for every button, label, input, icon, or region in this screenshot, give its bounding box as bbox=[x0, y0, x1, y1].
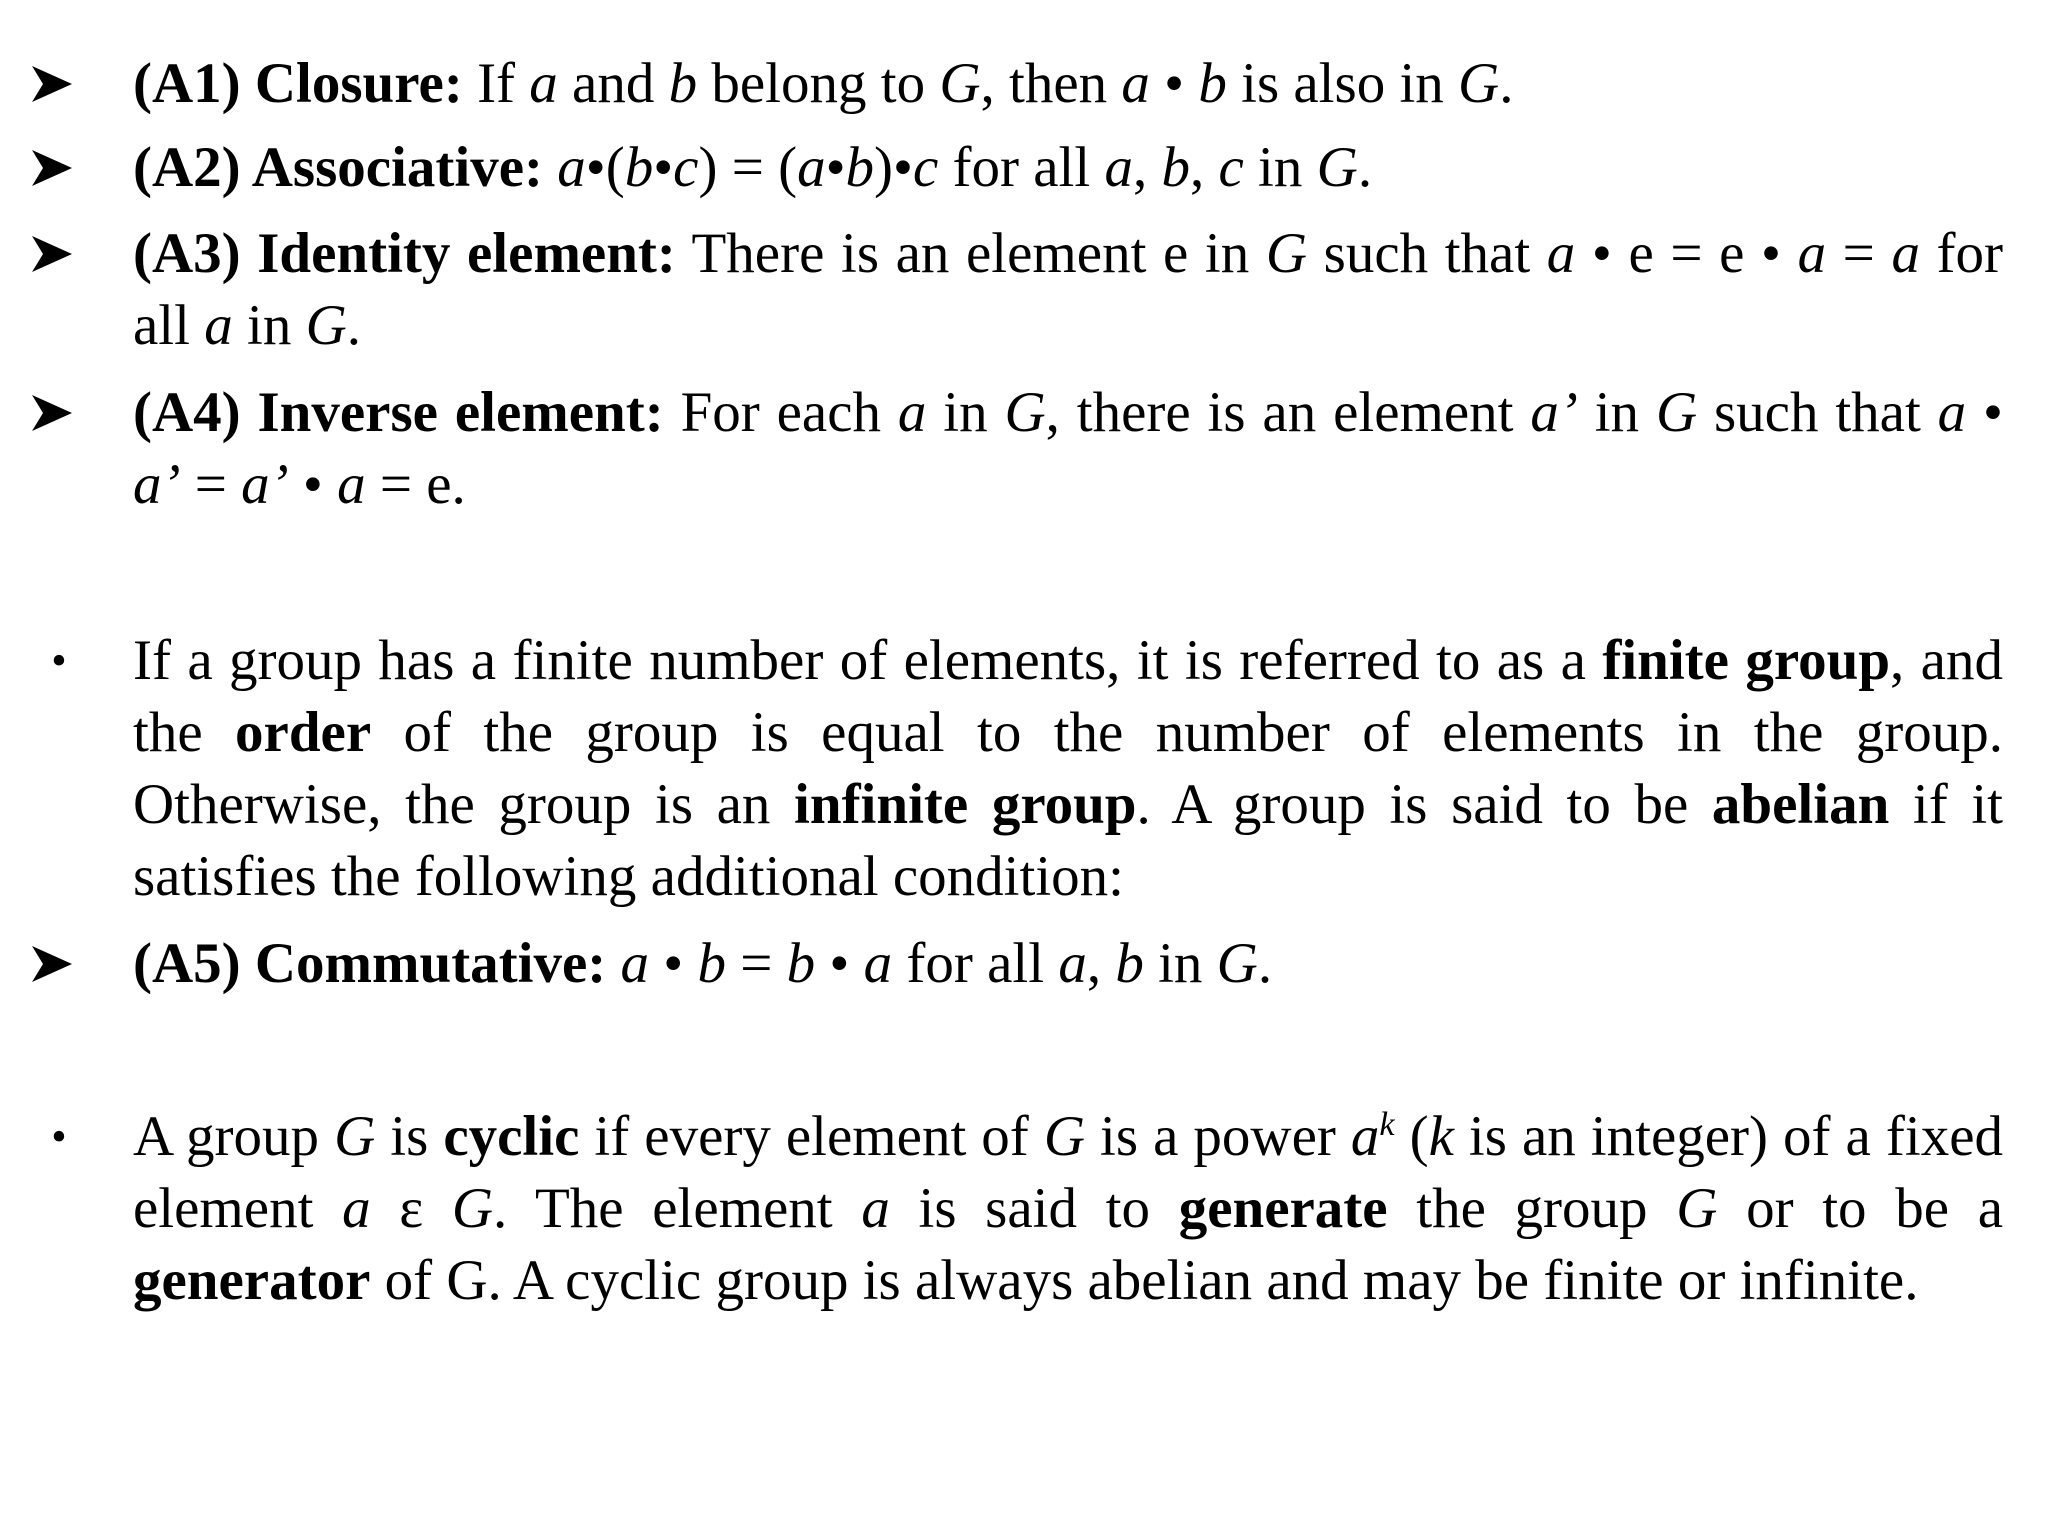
text-run: . bbox=[1257, 932, 1273, 995]
axiom-label: (A1) Closure: bbox=[133, 52, 463, 115]
text-run: There is an element e in bbox=[675, 222, 1266, 285]
text-run: If bbox=[462, 52, 530, 115]
math-symbol: a bbox=[1058, 932, 1087, 995]
math-symbol: G bbox=[1043, 1105, 1085, 1168]
text-run: , there is an element bbox=[1045, 381, 1531, 444]
text-run: •( bbox=[585, 136, 625, 199]
math-symbol: G bbox=[1655, 381, 1698, 444]
math-symbol: b bbox=[624, 136, 654, 199]
text-run: = e. bbox=[365, 453, 466, 516]
math-symbol: a bbox=[863, 932, 893, 995]
arrow-bullet-icon bbox=[29, 218, 109, 290]
superscript: k bbox=[1379, 1106, 1395, 1143]
axiom-text bbox=[606, 932, 1272, 995]
text-run: . bbox=[1357, 136, 1373, 199]
text-run: = bbox=[180, 453, 242, 516]
text-run: such that bbox=[1697, 381, 1938, 444]
math-symbol: a’ bbox=[241, 453, 289, 516]
math-symbol: a bbox=[342, 1177, 371, 1240]
text-run: for all bbox=[938, 136, 1105, 199]
text-run: for all bbox=[133, 222, 2004, 357]
text-run bbox=[543, 136, 557, 199]
math-symbol: a bbox=[861, 1177, 890, 1240]
math-symbol: a bbox=[620, 932, 650, 995]
text-run: )• bbox=[874, 136, 913, 199]
text-run: and bbox=[557, 52, 669, 115]
math-symbol: G bbox=[1004, 381, 1046, 444]
text-run: , bbox=[1132, 136, 1162, 199]
math-symbol: a bbox=[1350, 1105, 1380, 1168]
math-symbol: a bbox=[557, 136, 586, 199]
finite-group-paragraph bbox=[51, 625, 2004, 913]
text-run: . bbox=[1499, 52, 1514, 115]
arrow-bullet-icon bbox=[29, 377, 109, 449]
math-symbol: c bbox=[1218, 136, 1244, 199]
axiom-label: (A2) Associative: bbox=[133, 136, 543, 199]
text-run: such that bbox=[1307, 222, 1547, 285]
math-symbol: G bbox=[334, 1105, 376, 1168]
axiom-text bbox=[543, 136, 1372, 199]
bold-term: generate bbox=[1178, 1177, 1388, 1240]
text-run: if it satisfies the following additional condition: bbox=[133, 773, 2004, 908]
paragraph-text bbox=[133, 1105, 2003, 1312]
cyclic-group-paragraph bbox=[51, 1101, 2004, 1317]
text-run: of the group is equal to the number of elements in the group. Otherwise, the group is an bbox=[133, 701, 2004, 836]
text-run: is said to bbox=[889, 1177, 1179, 1240]
text-run: . The element bbox=[493, 1177, 862, 1240]
text-run: . bbox=[346, 294, 361, 357]
bullet-dot-icon: • bbox=[51, 636, 67, 685]
text-run: for all bbox=[892, 932, 1059, 995]
text-run: the group bbox=[1387, 1177, 1677, 1240]
text-run: in bbox=[926, 381, 1005, 444]
text-run: A group bbox=[133, 1105, 335, 1168]
math-symbol: a bbox=[1797, 222, 1827, 285]
axiom-a4 bbox=[133, 377, 2003, 521]
math-symbol: c bbox=[673, 136, 699, 199]
text-run: = bbox=[726, 932, 787, 995]
axiom-a1 bbox=[133, 48, 2003, 120]
text-run: in bbox=[1577, 381, 1656, 444]
math-symbol: a bbox=[1937, 381, 1967, 444]
arrow-bullet-icon bbox=[29, 132, 109, 204]
text-run: belong to bbox=[697, 52, 940, 115]
math-symbol: G bbox=[1676, 1177, 1718, 1240]
axiom-label: (A4) Inverse element: bbox=[133, 381, 664, 444]
axiom-label: (A5) Commutative: bbox=[133, 932, 607, 995]
text-run: ε bbox=[370, 1177, 452, 1240]
math-symbol: a bbox=[1121, 52, 1150, 115]
text-run: , bbox=[1189, 136, 1219, 199]
math-symbol: G bbox=[1458, 52, 1500, 115]
text-run: • bbox=[653, 136, 674, 199]
text-run bbox=[606, 932, 620, 995]
math-symbol: b bbox=[697, 932, 727, 995]
paragraph-text bbox=[133, 629, 2003, 908]
math-symbol: c bbox=[912, 136, 939, 199]
arrow-bullet-icon bbox=[29, 928, 109, 1000]
text-run: • bbox=[288, 453, 338, 516]
text-run: . A group is said to be bbox=[1136, 773, 1712, 836]
arrow-bullet-icon bbox=[29, 48, 109, 120]
text-run: in bbox=[232, 294, 306, 357]
math-symbol: a bbox=[1546, 222, 1576, 285]
math-symbol: a bbox=[529, 52, 558, 115]
axiom-a2 bbox=[133, 132, 2003, 204]
math-symbol: b bbox=[1115, 932, 1144, 995]
math-symbol: b bbox=[786, 932, 816, 995]
text-run: or to be a bbox=[1717, 1177, 2003, 1240]
math-symbol: a’ bbox=[133, 453, 181, 516]
math-symbol: G bbox=[1216, 932, 1258, 995]
text-run: , then bbox=[980, 52, 1122, 115]
math-symbol: G bbox=[939, 52, 981, 115]
text-run: ) = ( bbox=[698, 136, 798, 199]
text-run: = bbox=[1826, 222, 1892, 285]
math-symbol: a’ bbox=[1530, 381, 1578, 444]
text-run: of G. A cyclic group is always abelian and may be finite or infinite. bbox=[370, 1249, 1919, 1312]
text-run: • bbox=[815, 932, 864, 995]
text-run: is bbox=[375, 1105, 444, 1168]
text-run: ( bbox=[1394, 1105, 1429, 1168]
math-symbol: b bbox=[845, 136, 875, 199]
axiom-a5 bbox=[133, 928, 2003, 1000]
bold-term: generator bbox=[133, 1249, 371, 1312]
text-run: is also in bbox=[1226, 52, 1459, 115]
math-symbol: b bbox=[1161, 136, 1190, 199]
text-run: • bbox=[1966, 381, 2003, 444]
math-symbol: a bbox=[897, 381, 927, 444]
math-symbol: b bbox=[1198, 52, 1227, 115]
text-run: in bbox=[1143, 932, 1217, 995]
text-run: • e = e • bbox=[1575, 222, 1798, 285]
math-symbol: G bbox=[1316, 136, 1358, 199]
bullet-dot-icon: • bbox=[51, 1112, 67, 1161]
bold-term: infinite group bbox=[794, 773, 1137, 836]
math-symbol: a bbox=[1891, 222, 1920, 285]
axiom-label: (A3) Identity element: bbox=[133, 222, 676, 285]
text-run: , bbox=[1086, 932, 1116, 995]
math-symbol: a bbox=[1104, 136, 1133, 199]
text-run: If a group has a finite number of elements, it is referred to as a bbox=[133, 629, 1603, 692]
axiom-a3 bbox=[133, 218, 2003, 362]
text-run: is an integer) of a fixed element bbox=[133, 1105, 2004, 1240]
text-run: is a power bbox=[1085, 1105, 1351, 1168]
math-symbol: k bbox=[1428, 1105, 1454, 1168]
bold-term: abelian bbox=[1711, 773, 1890, 836]
math-symbol: b bbox=[668, 52, 698, 115]
text-run: • bbox=[649, 932, 698, 995]
text-run: For each bbox=[663, 381, 898, 444]
math-symbol: a bbox=[204, 294, 233, 357]
text-run: • bbox=[825, 136, 846, 199]
math-symbol: a bbox=[337, 453, 366, 516]
math-symbol: G bbox=[305, 294, 347, 357]
text-run: • bbox=[1149, 52, 1199, 115]
axiom-text bbox=[463, 52, 1514, 115]
bold-term: finite group bbox=[1602, 629, 1891, 692]
bold-term: cyclic bbox=[443, 1105, 580, 1168]
text-run: if every element of bbox=[579, 1105, 1044, 1168]
math-symbol: a bbox=[797, 136, 826, 199]
text-run: in bbox=[1243, 136, 1317, 199]
text-run: , and the bbox=[133, 629, 2003, 764]
math-symbol: G bbox=[451, 1177, 494, 1240]
math-symbol: G bbox=[1265, 222, 1308, 285]
bold-term: order bbox=[235, 701, 372, 764]
